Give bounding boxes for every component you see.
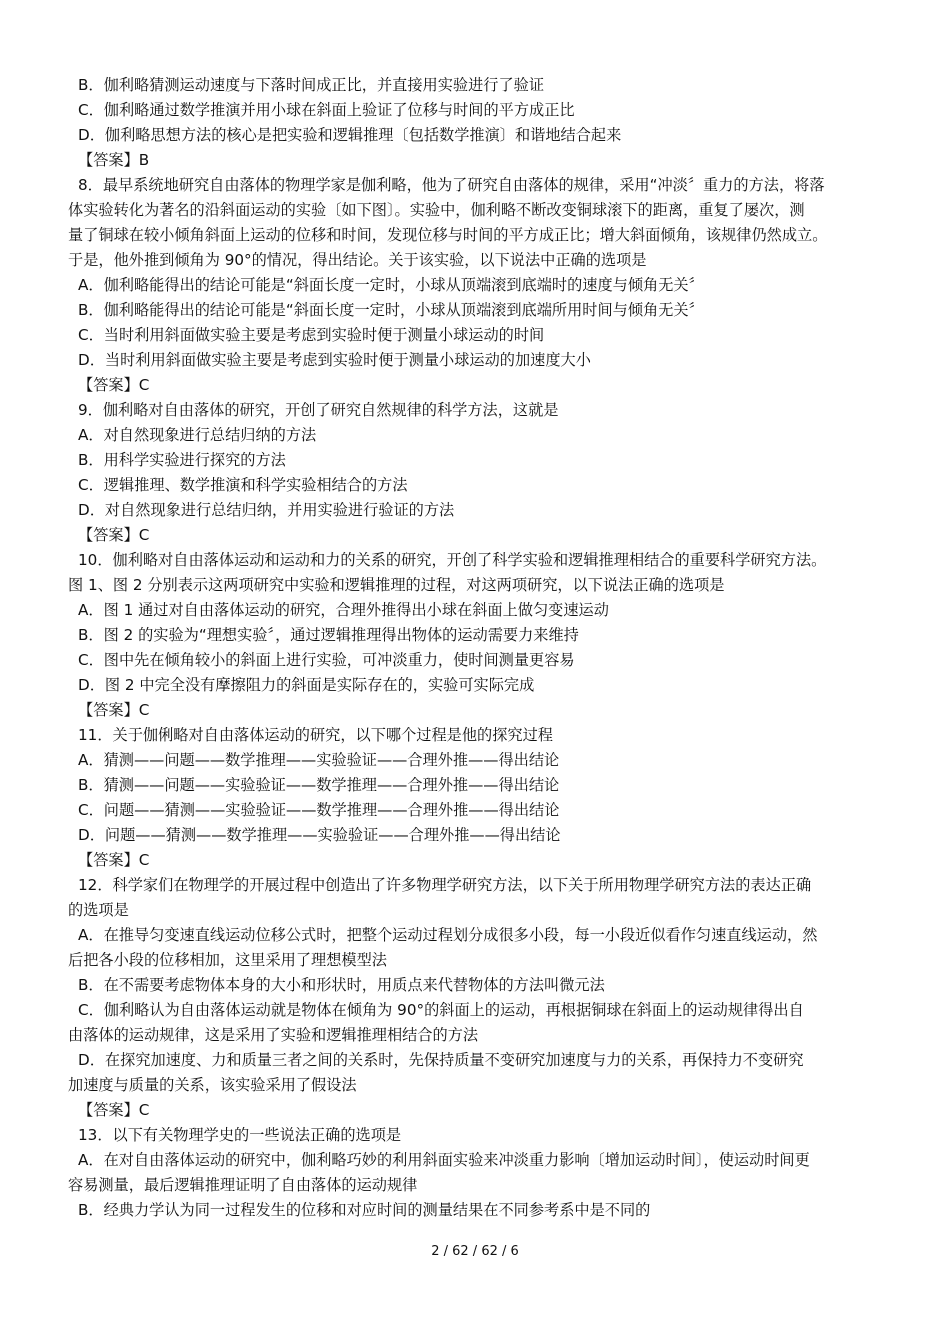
text-line: C．伽利略通过数学推演并用小球在斜面上验证了位移与时间的平方成正比: [78, 101, 575, 119]
text-line: D．问题——猜测——数学推理——实验验证——合理外推——得出结论: [78, 826, 561, 844]
text-line: 容易测量，最后逻辑推理证明了自由落体的运动规律: [68, 1176, 418, 1194]
text-line: C．问题——猜测——实验验证——数学推理——合理外推——得出结论: [78, 801, 560, 819]
text-line: A．在对自由落体运动的研究中，伽利略巧妙的利用斜面实验来冲淡重力影响〔增加运动时间〕，使运动时间更: [78, 1151, 810, 1169]
text-line: B．经典力学认为同一过程发生的位移和对应时间的测量结果在不同参考系中是不同的: [78, 1201, 651, 1219]
text-line: B．伽利略能得出的结论可能是“斜面长度一定时，小球从顶端滚到底端所用时间与倾角无关〞: [78, 301, 704, 319]
text-line: 13．以下有关物理学史的一些说法正确的选项是: [78, 1126, 402, 1144]
text-line: D．伽利略思想方法的核心是把实验和逻辑推理〔包括数学推演〕和谐地结合起来: [78, 126, 622, 144]
text-line: A．在推导匀变速直线运动位移公式时，把整个运动过程划分成很多小段，每一小段近似看作匀速直线运动，然: [78, 926, 818, 944]
text-line: 加速度与质量的关系，该实验采用了假设法: [68, 1076, 357, 1094]
text-line: 体实验转化为著名的沿斜面运动的实验〔如下图〕。实验中，伽利略不断改变铜球滚下的距离，重复了屡次，测: [68, 201, 805, 219]
text-line: 【答案】C: [78, 376, 150, 394]
text-line: 9．伽利略对自由落体的研究，开创了研究自然规律的科学方法，这就是: [78, 401, 559, 419]
text-line: 【答案】C: [78, 701, 150, 719]
text-line: 【答案】B: [78, 151, 150, 169]
text-line: 图 1、图 2 分别表示这两项研究中实验和逻辑推理的过程，对这两项研究，以下说法正确的选项是: [68, 576, 725, 594]
text-line: 8．最早系统地研究自由落体的物理学家是伽利略，他为了研究自由落体的规律，采用“冲淡〞重力的方法，将落: [78, 176, 825, 194]
page-number: 2 / 62 / 62 / 6: [431, 1244, 519, 1259]
text-line: D．对自然现象进行总结归纳，并用实验进行验证的方法: [78, 501, 455, 519]
text-line: D．当时利用斜面做实验主要是考虑到实验时便于测量小球运动的加速度大小: [78, 351, 591, 369]
text-line: B．用科学实验进行探究的方法: [78, 451, 286, 469]
text-line: 量了铜球在较小倾角斜面上运动的位移和时间，发现位移与时间的平方成正比；增大斜面倾角，该规律仍然成立。: [68, 226, 828, 244]
text-line: B．伽利略猜测运动速度与下落时间成正比，并直接用实验进行了验证: [78, 76, 545, 94]
text-line: D．图 2 中完全没有摩擦阻力的斜面是实际存在的，实验可实际完成: [78, 676, 535, 694]
document-body: [68, 73, 890, 1223]
text-line: 【答案】C: [78, 1101, 150, 1119]
text-line: C．逻辑推理、数学推演和科学实验相结合的方法: [78, 476, 408, 494]
text-line: B．在不需要考虑物体本身的大小和形状时，用质点来代替物体的方法叫微元法: [78, 976, 605, 994]
text-line: C．图中先在倾角较小的斜面上进行实验，可冲淡重力，使时间测量更容易: [78, 651, 575, 669]
text-line: B．猜测——问题——实验验证——数学推理——合理外推——得出结论: [78, 776, 560, 794]
text-line: 于是，他外推到倾角为 90°的情况，得出结论。关于该实验，以下说法中正确的选项是: [68, 251, 647, 269]
text-line: B．图 2 的实验为“理想实验〞，通过逻辑推理得出物体的运动需要力来维持: [78, 626, 579, 644]
text-line: 10．伽利略对自由落体运动和运动和力的关系的研究，开创了科学实验和逻辑推理相结合的重要科学研究方法。: [78, 551, 827, 569]
text-line: 的选项是: [68, 901, 129, 919]
text-line: 【答案】C: [78, 526, 150, 544]
text-line: 【答案】C: [78, 851, 150, 869]
text-line: A．对自然现象进行总结归纳的方法: [78, 426, 317, 444]
text-line: C．当时利用斜面做实验主要是考虑到实验时便于测量小球运动的时间: [78, 326, 545, 344]
text-line: A．伽利略能得出的结论可能是“斜面长度一定时，小球从顶端滚到底端时的速度与倾角无关〞: [78, 276, 704, 294]
text-line: 由落体的运动规律，这是采用了实验和逻辑推理相结合的方法: [68, 1026, 479, 1044]
text-line: A．图 1 通过对自由落体运动的研究，合理外推得出小球在斜面上做匀变速运动: [78, 601, 609, 619]
text-line: 后把各小段的位移相加，这里采用了理想模型法: [68, 951, 387, 969]
text-line: C．伽利略认为自由落体运动就是物体在倾角为 90°的斜面上的运动，再根据铜球在斜面上的运动规律得出自: [78, 1001, 804, 1019]
text-line: 12．科学家们在物理学的开展过程中创造出了许多物理学研究方法，以下关于所用物理学研究方法的表达正确: [78, 876, 812, 894]
text-line: D．在探究加速度、力和质量三者之间的关系时，先保持质量不变研究加速度与力的关系，再保持力不变研究: [78, 1051, 804, 1069]
text-line: A．猜测——问题——数学推理——实验验证——合理外推——得出结论: [78, 751, 560, 769]
text-line: 11．关于伽俐略对自由落体运动的研究，以下哪个过程是他的探究过程: [78, 726, 553, 744]
